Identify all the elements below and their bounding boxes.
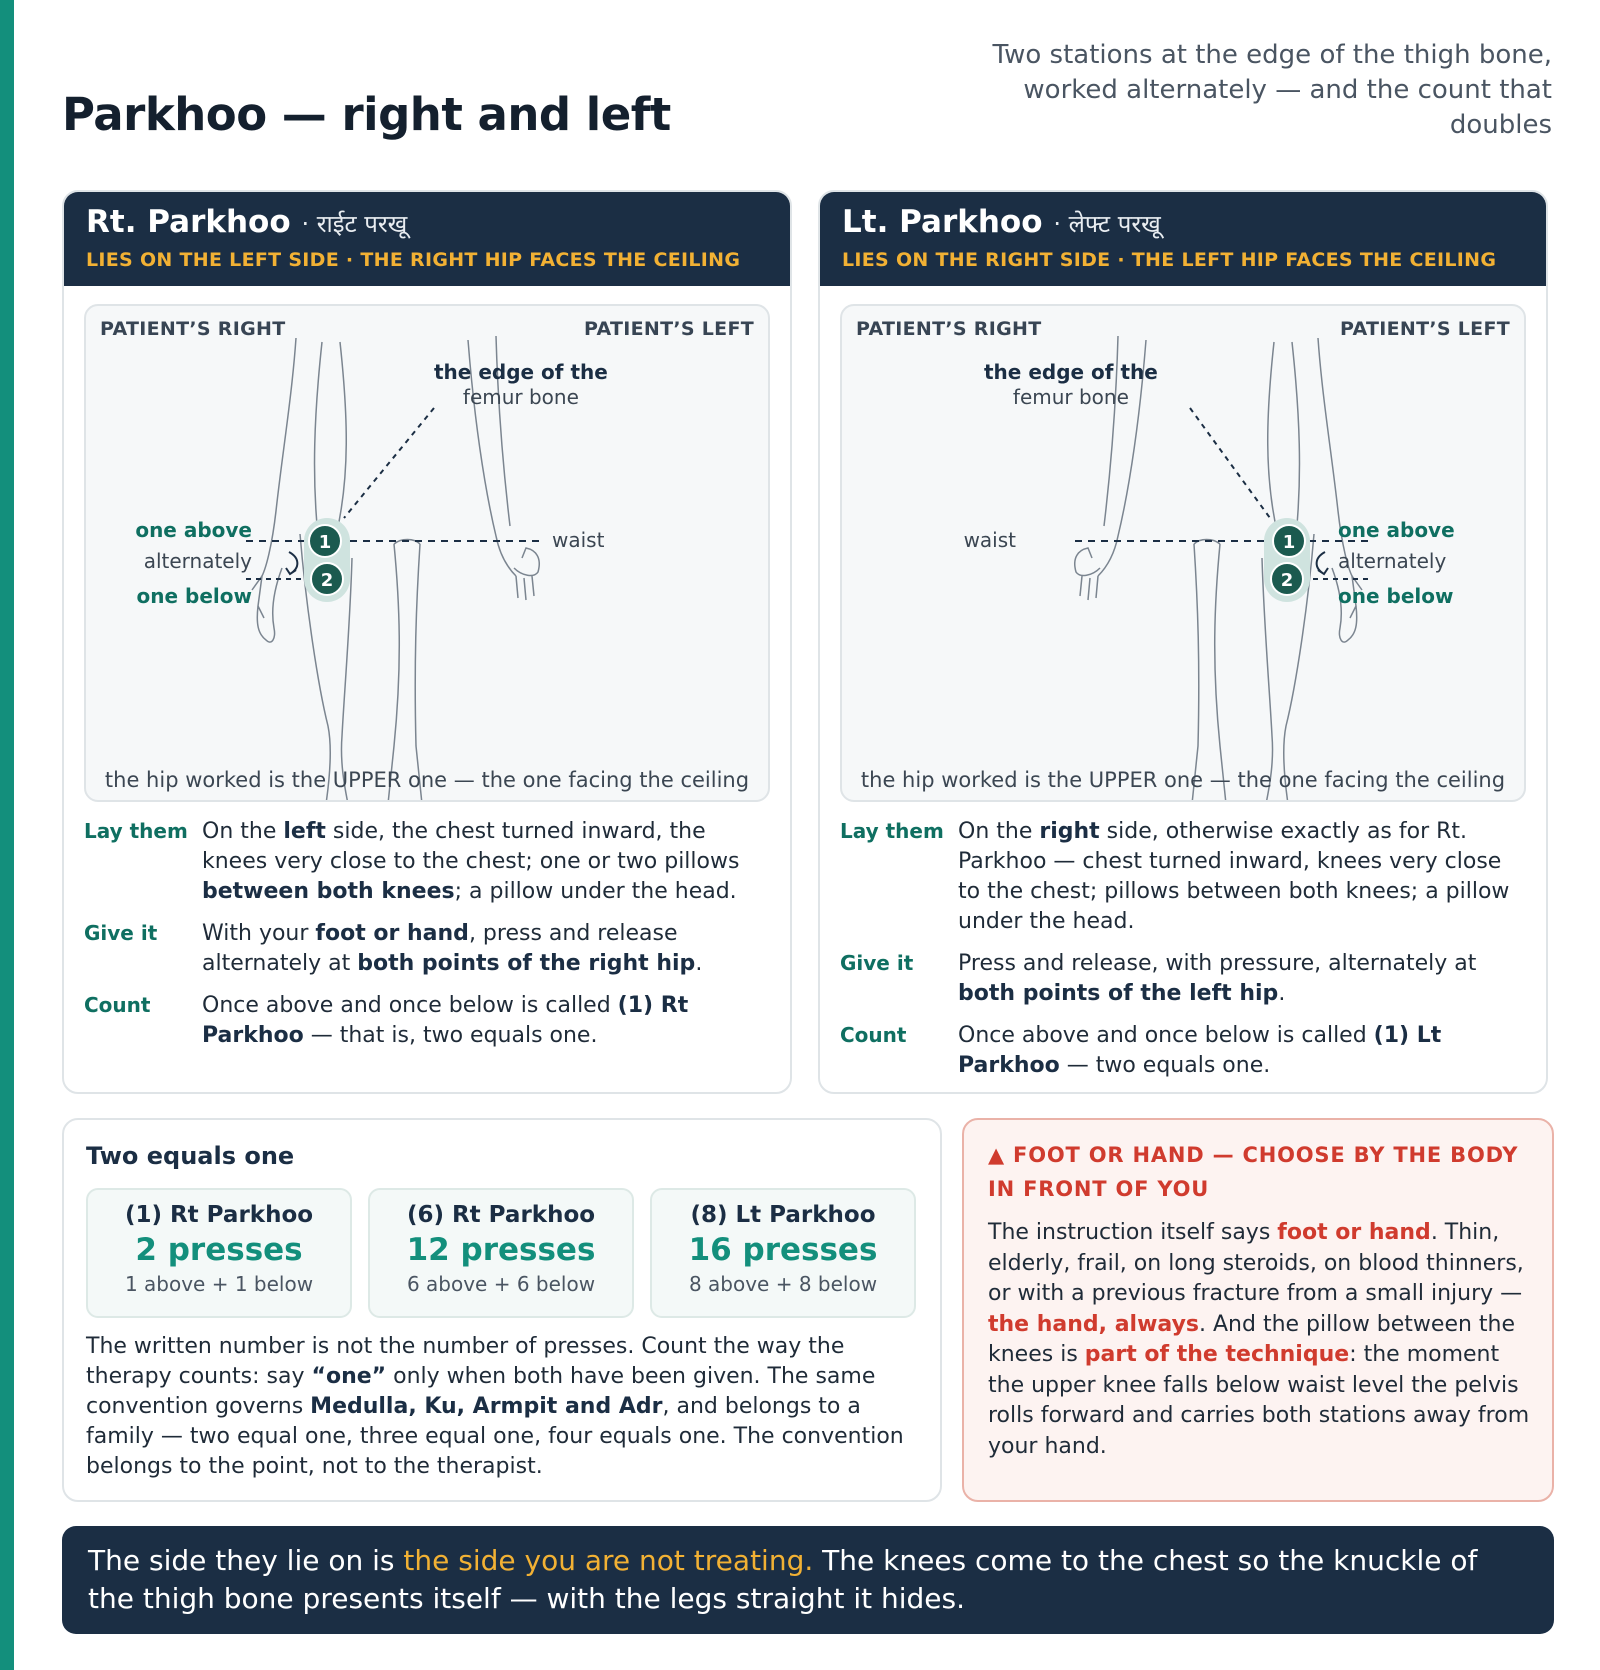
card-title-text: Rt. Parkhoo — [86, 204, 291, 240]
count-example-box — [650, 1188, 916, 1318]
body-outline — [1192, 544, 1199, 802]
figure-caption: the hip worked is the UPPER one — the one facing the ceiling — [860, 768, 1506, 792]
step-text — [202, 919, 774, 979]
step-label: Lay them — [840, 819, 944, 843]
count-example-presses: 12 presses — [406, 1232, 596, 1268]
step-text — [202, 991, 774, 1051]
text-emphasis: foot or hand — [315, 921, 469, 946]
summary-banner — [62, 1526, 1554, 1634]
text-run: — two equals one. — [1059, 1053, 1271, 1078]
step-label: Lay them — [84, 819, 188, 843]
text-run: only when both have been given. The same convention governs — [86, 1364, 876, 1419]
text-run: Once above and once below is called — [202, 993, 618, 1018]
text-run: . Thin, elderly, frail, on long steroids, on blood thinners, or with a previous fracture from a small injury — — [988, 1220, 1524, 1306]
one-below-label: one below — [136, 584, 252, 608]
count-example-name: (6) Rt Parkhoo — [406, 1202, 596, 1228]
page-title: Parkhoo — right and left — [62, 88, 671, 141]
station-point-1: 1 — [1272, 524, 1306, 558]
text-run: , press and release alternately at — [202, 921, 678, 976]
text-run: , and belongs to a family — two equal one, three equal one, four equals one. The convention belongs to the point, not to the therapist. — [86, 1394, 904, 1479]
edge-label-line2: femur bone — [1012, 385, 1129, 409]
text-emphasis: left — [283, 819, 326, 844]
step-text — [202, 817, 774, 907]
waist-label: waist — [963, 528, 1016, 552]
waist-label: waist — [552, 528, 605, 552]
edge-label — [984, 360, 1158, 410]
text-run: side, the chest turned inward, the knees very close to the chest; one or two pillows — [202, 819, 740, 874]
step-count — [84, 991, 774, 1051]
count-example-name: (8) Lt Parkhoo — [690, 1202, 876, 1228]
step-lay — [84, 817, 774, 907]
text-emphasis: (1) Lt Parkhoo — [958, 1023, 1442, 1078]
text-emphasis: both points of the left hip — [958, 981, 1279, 1006]
step-label: Count — [84, 993, 151, 1017]
card-title — [86, 204, 768, 240]
step-text — [958, 817, 1530, 937]
text-run: The knees come to the chest so the knuckle of the thigh bone presents itself — with the legs straight it hides. — [88, 1544, 1478, 1615]
warning-title: ▲ FOOT OR HAND — CHOOSE BY THE BODY IN FRONT OF YOU — [988, 1143, 1519, 1201]
count-example-name: (1) Rt Parkhoo — [124, 1202, 314, 1228]
text-emphasis: Medulla, Ku, Armpit and Adr — [310, 1394, 663, 1419]
card-title-hindi: · लेफ्ट परखू — [1053, 210, 1161, 238]
hip-figure — [840, 304, 1526, 802]
step-text — [958, 1021, 1530, 1081]
step-give — [840, 949, 1530, 1009]
body-outline — [257, 338, 296, 642]
text-run: Once above and once below is called — [958, 1023, 1374, 1048]
panel-title: Two equals one — [86, 1142, 295, 1170]
text-run: Press and release, with pressure, alternately at — [958, 951, 1477, 976]
text-run: : the moment the upper knee falls below waist level the pelvis rolls forward and carries both stations away from your hand. — [988, 1342, 1530, 1459]
edge-pointer-line — [1190, 408, 1270, 518]
alternately-label: alternately — [143, 549, 252, 573]
alternately-label: alternately — [1338, 549, 1447, 573]
card-title — [842, 204, 1524, 240]
count-example-box — [86, 1188, 352, 1318]
lt-parkhoo-card — [818, 190, 1548, 1094]
text-run: On the — [202, 819, 284, 844]
text-run: — that is, two equals one. — [303, 1023, 598, 1048]
text-emphasis: both points of the right hip — [357, 951, 696, 976]
count-example-presses: 2 presses — [135, 1232, 303, 1268]
text-run: With your — [202, 921, 316, 946]
alternate-arrow-icon — [1317, 552, 1328, 574]
text-run: . — [695, 951, 703, 976]
text-emphasis: part of the technique — [1084, 1342, 1350, 1367]
body-outline — [1215, 544, 1226, 802]
station-point-2: 2 — [1270, 562, 1304, 596]
card-subtitle: LIES ON THE LEFT SIDE · THE RIGHT HIP FACES THE CEILING — [86, 249, 741, 271]
accent-bar — [0, 0, 14, 1670]
rt-parkhoo-card — [62, 190, 792, 1094]
card-subtitle: LIES ON THE RIGHT SIDE · THE LEFT HIP FACES THE CEILING — [842, 249, 1497, 271]
patient-left-label: PATIENT’S LEFT — [583, 318, 754, 340]
text-emphasis: right — [1039, 819, 1100, 844]
step-label: Count — [840, 1023, 907, 1047]
text-run: side, otherwise exactly as for Rt. Parkhoo — chest turned inward, knees very close to the chest; pillows between both knees; a pillow under the head. — [958, 819, 1510, 934]
text-emphasis: “one” — [311, 1364, 387, 1389]
edge-label — [434, 360, 608, 410]
step-count — [840, 1021, 1530, 1081]
text-run: . And the pillow between the knees is — [988, 1311, 1516, 1367]
hip-figure — [84, 304, 770, 802]
step-give — [84, 919, 774, 979]
text-run: The written number is not the number of presses. Count the way the therapy counts: say — [86, 1334, 845, 1389]
warning-panel — [962, 1118, 1554, 1502]
count-example-detail: 8 above + 8 below — [688, 1272, 878, 1296]
step-label: Give it — [840, 951, 914, 975]
two-equals-one-panel — [62, 1118, 942, 1502]
card-title-text: Lt. Parkhoo — [842, 204, 1043, 240]
edge-pointer-line — [344, 408, 434, 518]
body-outline — [1075, 548, 1100, 600]
text-emphasis: the hand, always — [988, 1311, 1200, 1337]
text-emphasis: foot or hand — [1277, 1220, 1431, 1245]
page-subtitle: Two stations at the edge of the thigh bone, worked alternately — and the count that doubles — [992, 40, 1552, 140]
alternate-arrow-icon — [286, 552, 297, 574]
patient-right-label: PATIENT’S RIGHT — [856, 318, 1042, 340]
edge-label-line2: femur bone — [462, 385, 579, 409]
body-outline — [514, 548, 539, 600]
count-example-detail: 1 above + 1 below — [124, 1272, 314, 1296]
patient-left-label: PATIENT’S LEFT — [1339, 318, 1510, 340]
text-run: On the — [958, 819, 1040, 844]
count-example-box — [368, 1188, 634, 1318]
card-header — [820, 192, 1546, 286]
step-text — [958, 949, 1530, 1009]
instruction-steps — [84, 817, 774, 1063]
body-outline — [1292, 342, 1299, 536]
body-outline — [415, 544, 422, 802]
patient-right-label: PATIENT’S RIGHT — [100, 318, 286, 340]
station-point-2: 2 — [310, 562, 344, 596]
card-title-hindi: · राईट परखू — [301, 210, 408, 238]
edge-label-line1: the edge of the — [984, 360, 1158, 384]
one-above-label: one above — [135, 518, 252, 542]
one-above-label: one above — [1338, 518, 1455, 542]
figure-caption: the hip worked is the UPPER one — the one facing the ceiling — [104, 768, 750, 792]
step-label: Give it — [84, 921, 158, 945]
warning-body — [988, 1218, 1533, 1462]
body-outline — [388, 544, 399, 802]
count-example-presses: 16 presses — [688, 1232, 878, 1268]
body-outline — [315, 342, 322, 536]
instruction-steps — [840, 817, 1530, 1093]
panel-body — [86, 1332, 920, 1482]
edge-label-line1: the edge of the — [434, 360, 608, 384]
text-run: The instruction itself says — [988, 1220, 1278, 1245]
step-lay — [840, 817, 1530, 937]
text-run: . — [1278, 981, 1286, 1006]
station-point-1: 1 — [308, 524, 342, 558]
card-header — [64, 192, 790, 286]
text-emphasis: between both knees — [202, 879, 455, 904]
text-run: ; a pillow under the head. — [454, 879, 737, 904]
text-emphasis: (1) Rt Parkhoo — [202, 993, 689, 1048]
count-example-detail: 6 above + 6 below — [406, 1272, 596, 1296]
text-run: The side they lie on is — [88, 1544, 404, 1577]
one-below-label: one below — [1338, 584, 1454, 608]
text-highlight: the side you are not treating. — [403, 1544, 814, 1577]
